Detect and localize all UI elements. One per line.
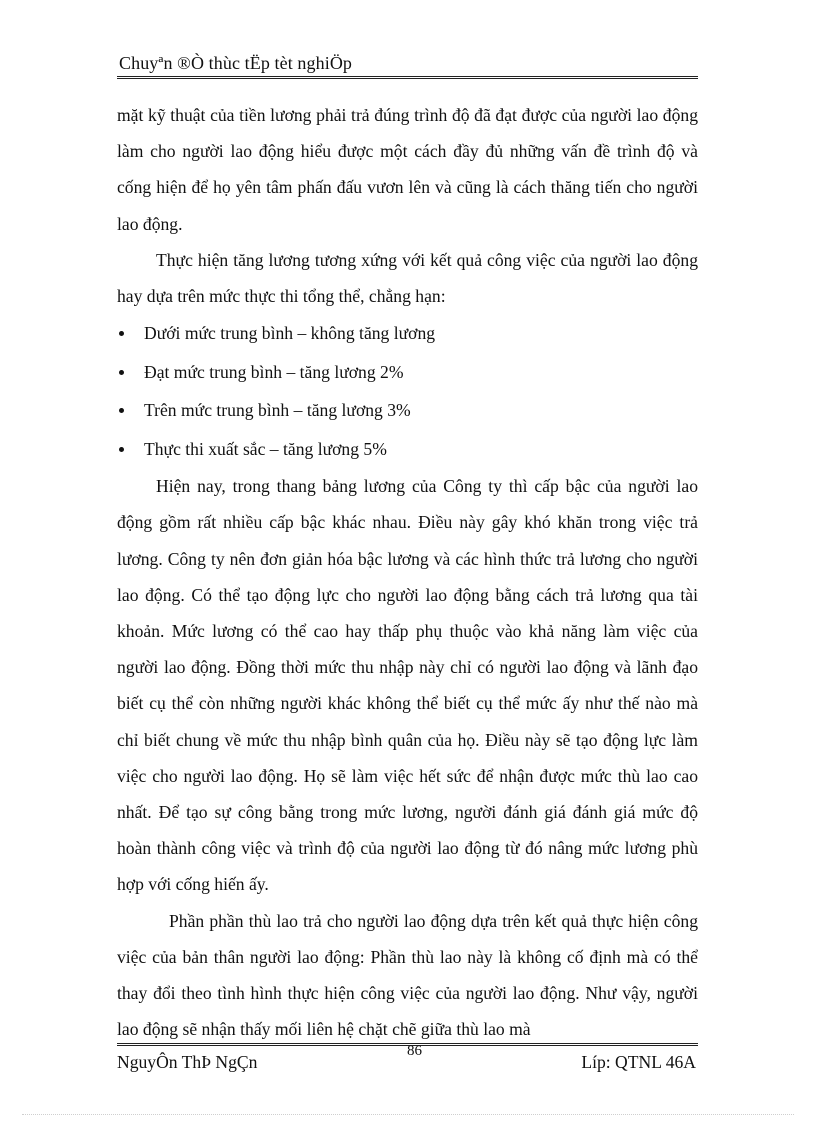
footer-author: NguyÔn ThÞ NgÇn — [117, 1052, 258, 1072]
bullet-text: Thực thi xuất sắc – tăng lương 5% — [144, 438, 387, 459]
bullet-icon — [119, 447, 124, 452]
bullet-item — [117, 430, 698, 469]
page-footer — [117, 1043, 698, 1076]
bullet-icon — [119, 331, 124, 336]
header-title: Chuyªn ®Ò thùc tËp tèt nghiÖp — [119, 53, 353, 73]
paragraph-2: Thực hiện tăng lương tương xứng với kết quả công việc của người lao động hay dựa trên mức thực thi tổng thể, chẳng hạn: — [117, 249, 698, 307]
bullet-icon — [119, 408, 124, 413]
page-header — [117, 50, 698, 79]
bullet-list — [117, 314, 698, 468]
bottom-divider — [22, 1114, 794, 1115]
page-number: 86 — [407, 1043, 422, 1059]
bullet-item — [117, 314, 698, 353]
paragraph-1: mặt kỹ thuật của tiền lương phải trả đúng trình độ đã đạt được của người lao động làm cho người lao động hiểu được một cách đầy đủ những vấn đề trình độ và cống hiện để họ yên tâm phấn đấu vươn lên và cũng là cách thăng tiến cho người lao động. — [117, 105, 698, 234]
bullet-item — [117, 353, 698, 392]
body-text — [117, 97, 698, 1047]
bullet-text: Trên mức trung bình – tăng lương 3% — [144, 400, 411, 421]
bullet-item — [117, 391, 698, 430]
bullet-text: Đạt mức trung bình – tăng lương 2% — [144, 361, 404, 382]
footer-class: Líp: QTNL 46A — [581, 1052, 696, 1072]
paragraph-4: Phần phần thù lao trả cho người lao động dựa trên kết quả thực hiện công việc của bản thân người lao động: Phần thù lao này là không cố định mà có thể thay đổi theo tình hình thực hiện công việc của người lao động. Như vậy, người lao động sẽ nhận thấy mối liên hệ chặt chẽ giữa thù lao mà — [117, 910, 698, 1040]
paragraph-3: Hiện nay, trong thang bảng lương của Công ty thì cấp bậc của người lao động gồm rất nhiều cấp bậc khác nhau. Điều này gây khó khăn trong việc trả lương. Công ty nên đơn giản hóa bậc lương và các hình thức trả lương cho người lao động. Có thể tạo động lực cho người lao động bằng cách trả lương qua tài khoản. Mức lương có thể cao hay thấp phụ thuộc vào khả năng làm việc của người lao động. Đồng thời mức thu nhập này chỉ có người lao động và lãnh đạo biết cụ thể còn những người khác không thể biết cụ thể mức ấy như thế nào mà chỉ biết chung về mức thu nhập bình quân của họ. Điều này sẽ tạo động lực làm việc cho người lao động. Họ sẽ làm việc hết sức để nhận được mức thù lao cao nhất. Để tạo sự công bằng trong mức lương, người đánh giá đánh giá mức độ hoàn thành công việc và trình độ của người lao động từ đó nâng mức lương phù hợp với cống hiến ấy. — [117, 476, 698, 895]
bullet-text: Dưới mức trung bình – không tăng lương — [144, 323, 436, 344]
bullet-icon — [119, 370, 124, 375]
